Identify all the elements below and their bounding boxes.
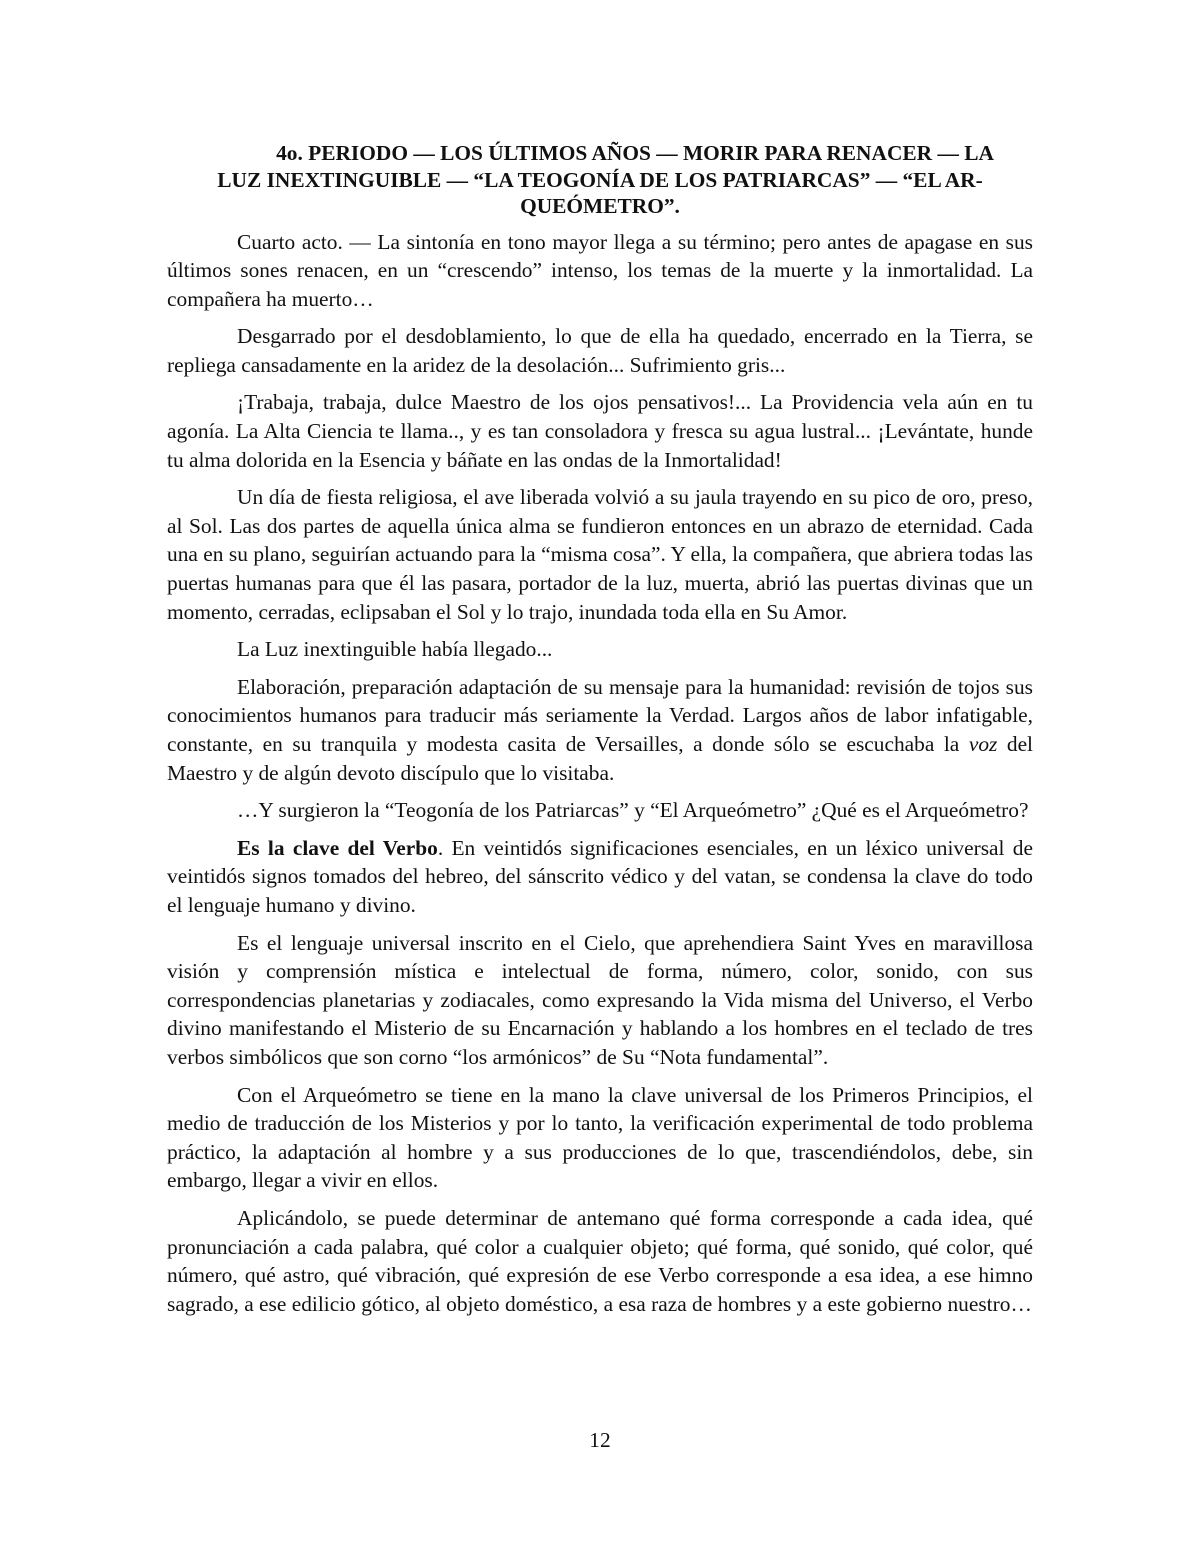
paragraph-trabaja: ¡Trabaja, trabaja, dulce Maestro de los ojos pensativos!... La Providencia vela aún en tu agonía. La Alta Ciencia te llama.., y es tan consoladora y fresca su agua lustral... ¡Levántate, hunde tu alma dolorida en la Esencia y báñate en las ondas de la Inmortalidad!	[167, 390, 1033, 472]
paragraph-elaboracion-text-2: del Maestro y de algún devoto discípulo que lo visitaba.	[167, 732, 1034, 785]
paragraph-elaboracion-text-1: Elaboración, preparación adaptación de su mensaje para la humanidad: revisión de tojos sus conocimientos humanos para traducir más seriamente la Verdad. Largos años de labor infatigable, constante, en su tranquila y modesta casita de Versailles, a donde sólo se escuchaba la	[167, 674, 1033, 756]
paragraph-surgieron: …Y surgieron la “Teogonía de los Patriarcas” y “El Arqueómetro” ¿Qué es el Arqueómetro?	[237, 798, 1029, 823]
bold-phrase-clave-del-verbo: Es la clave del Verbo	[237, 835, 438, 860]
italic-word-voz: voz	[968, 732, 998, 756]
paragraph-desgarrado: Desgarrado por el desdoblamiento, lo que de ella ha quedado, encerrado en la Tierra, se repliega cansadamente en la aridez de la desolación... Sufrimiento gris...	[167, 324, 1033, 377]
page-number: 12	[589, 1428, 611, 1452]
paragraph-clave-del-verbo	[167, 834, 1033, 920]
paragraph-con-el-arqueometro: Con el Arqueómetro se tiene en la mano la clave universal de los Primeros Principios, el medio de traducción de los Misterios y por lo tanto, la verificación experimental de todo problema práctico, la adaptación al hombre y a sus producciones de lo que, trascendiéndolos, debe, sin embargo, llegar a vivir en ellos.	[167, 1082, 1033, 1193]
heading-line-2: LUZ INEXTINGUIBLE — “LA TEOGONÍA DE LOS PATRIARCAS” — “EL AR-	[217, 167, 983, 192]
paragraph-elaboracion	[167, 673, 1033, 787]
document-page	[167, 140, 1033, 1327]
paragraph-lenguaje-universal: Es el lenguaje universal inscrito en el Cielo, que aprehendiera Saint Yves en maravillosa visión y comprensión mística e intelectual de forma, número, color, sonido, con sus correspondencias planetarias y zodiacales, como expresando la Vida misma del Universo, el Verbo divino manifestando el Misterio de su Encarnación y hablando a los hombres en el teclado de tres verbos simbólicos que son corno “los armónicos” de Su “Nota fundamental”.	[167, 930, 1033, 1069]
paragraph-luz-inextinguible: La Luz inextinguible había llegado...	[237, 637, 553, 662]
heading-line-1: 4o. PERIODO — LOS ÚLTIMOS AÑOS — MORIR PARA RENACER — LA	[276, 141, 994, 165]
section-heading	[167, 140, 1033, 220]
heading-line-3: QUEÓMETRO”.	[520, 194, 680, 218]
paragraph-clave-text: . En veintidós significaciones esenciales, en un léxico universal de veintidós signos tomados del hebreo, del sánscrito védico y del vatan, se condensa la clave do todo el lenguaje humano y divino.	[167, 835, 1033, 917]
paragraph-aplicandolo: Aplicándolo, se puede determinar de antemano qué forma corresponde a cada idea, qué pronunciación a cada palabra, qué color a cualquier objeto; qué forma, qué sonido, qué color, qué número, qué astro, qué vibración, qué expresión de ese Verbo corresponde a esa idea, a ese himno sagrado, a ese edilicio gótico, al objeto doméstico, a esa raza de hombres y a este gobierno nuestro…	[167, 1205, 1033, 1316]
paragraph-dia-de-fiesta: Un día de fiesta religiosa, el ave liberada volvió a su jaula trayendo en su pico de oro, preso, al Sol. Las dos partes de aquella única alma se fundieron entonces en un abrazo de eternidad. Cada una en su plano, seguirían actuando para la “misma cosa”. Y ella, la compañera, que abriera todas las puertas humanas para que él las pasara, portador de la luz, muerta, abrió las puertas divinas que un momento, cerradas, eclipsaban el Sol y lo trajo, inundada toda ella en Su Amor.	[167, 485, 1033, 624]
paragraph-cuarto-acto: Cuarto acto. — La sintonía en tono mayor llega a su término; pero antes de apagase en sus últimos sones renacen, en un “crescendo” intenso, los temas de la muerte y la inmortalidad. La compañera ha muerto…	[167, 229, 1033, 311]
